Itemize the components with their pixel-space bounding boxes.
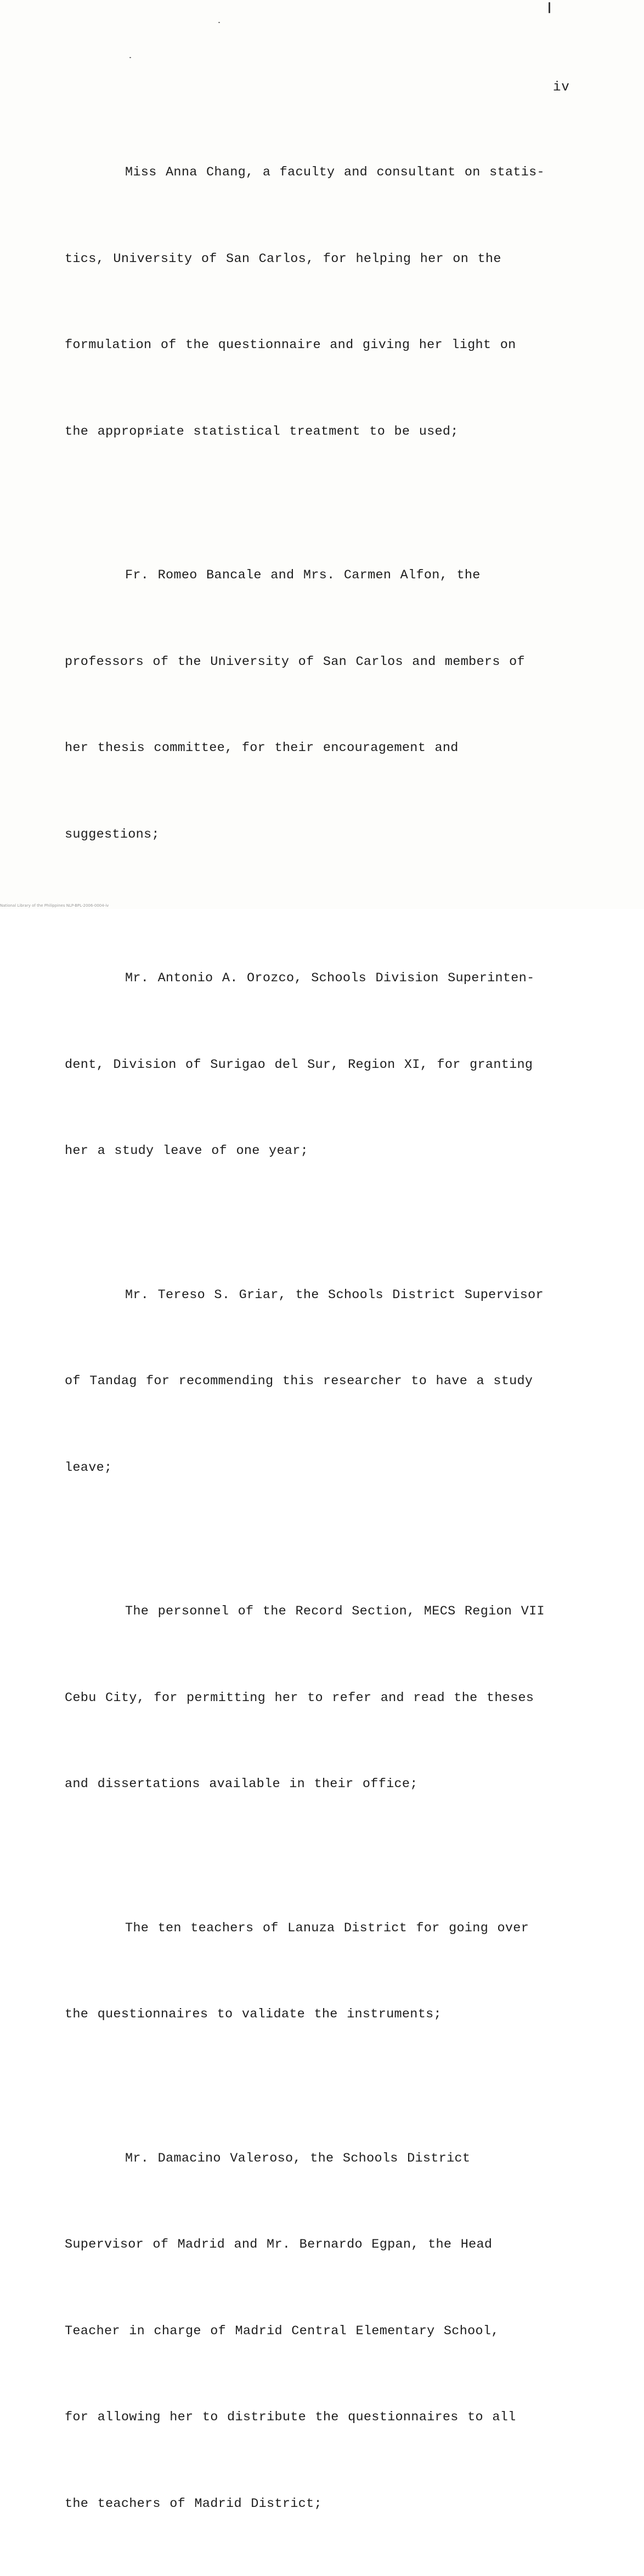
scan-footer: National Library of the Philippines NLP-BPL-2006-0004-iv: [0, 902, 644, 909]
text-line: The ten teachers of Lanuza District for going over: [65, 1914, 591, 1943]
text-line: for allowing her to distribute the questionnaires to all: [65, 2403, 591, 2432]
scan-speck: [129, 57, 131, 58]
text-line: Supervisor of Madrid and Mr. Bernardo Egpan, the Head: [65, 2231, 591, 2260]
text-line: and dissertations available in their office;: [65, 1770, 591, 1799]
text-line: The personnel of the Record Section, MECS Region VII: [65, 1597, 591, 1627]
document-page: [0, 0, 644, 909]
text-line: dent, Division of Surigao del Sur, Region XI, for granting: [65, 1051, 591, 1080]
text-line: tics, University of San Carlos, for helping her on the: [65, 245, 591, 274]
page-number: iv: [553, 80, 570, 95]
text-line: the teachers of Madrid District;: [65, 2490, 591, 2519]
margin-mark: [549, 2, 550, 13]
text-line: professors of the University of San Carlos and members of: [65, 648, 591, 677]
scan-speck: [218, 22, 220, 23]
text-line: Teacher in charge of Madrid Central Elementary School,: [65, 2317, 591, 2346]
paragraph-record-section: [65, 1540, 591, 1857]
text-line: Miss Anna Chang, a faculty and consultant on statis-: [65, 158, 591, 187]
text-line: Mr. Damacino Valeroso, the Schools District: [65, 2145, 591, 2174]
acknowledgement-body: [65, 101, 591, 2576]
paragraph-lanuza-teachers: [65, 1857, 591, 2087]
text-line: her thesis committee, for their encouragement and: [65, 734, 591, 763]
text-line: the questionnaires to validate the instruments;: [65, 2000, 591, 2029]
text-line: Mr. Tereso S. Griar, the Schools District Supervisor: [65, 1281, 591, 1310]
text-line: suggestions;: [65, 821, 591, 850]
text-line: her a study leave of one year;: [65, 1137, 591, 1166]
text-line: Fr. Romeo Bancale and Mrs. Carmen Alfon, the: [65, 561, 591, 590]
paragraph-orozco: [65, 907, 591, 1224]
text-line: Mr. Antonio A. Orozco, Schools Division Superinten-: [65, 964, 591, 993]
text-line: leave;: [65, 1454, 591, 1483]
paragraph-valeroso-egpan: [65, 2087, 591, 2576]
paragraph-anna-chang: [65, 101, 591, 504]
text-line: formulation of the questionnaire and giving her light on: [65, 331, 591, 360]
text-line: the appropriate statistical treatment to be used;: [65, 418, 591, 447]
paragraph-bancale-alfon: [65, 504, 591, 907]
text-line: Cebu City, for permitting her to refer and read the theses: [65, 1684, 591, 1713]
paragraph-griar: [65, 1224, 591, 1540]
text-line: of Tandag for recommending this researcher to have a study: [65, 1367, 591, 1396]
